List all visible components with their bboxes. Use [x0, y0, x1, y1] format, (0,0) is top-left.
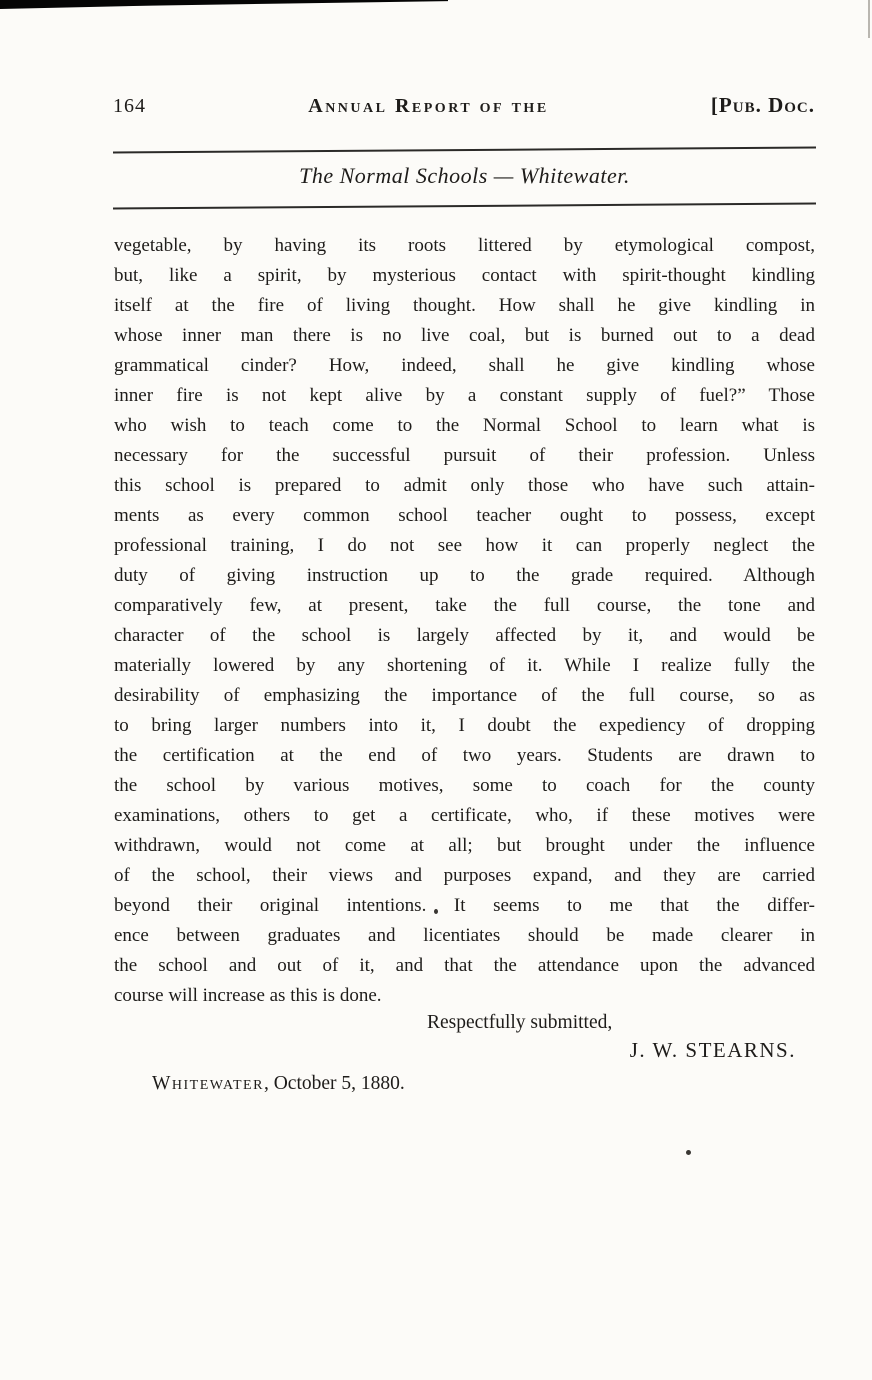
body-line: course will increase as this is done.: [114, 985, 382, 1006]
signature: J. W. STEARNS.: [629, 1038, 796, 1062]
body-line: character of the school is largely affected by it, and would be: [114, 625, 815, 646]
body-line: whose inner man there is no live coal, but is burned out to a dead: [114, 325, 815, 346]
dateline-rest: , October 5, 1880.: [263, 1073, 405, 1094]
body-text: [114, 231, 815, 1011]
body-line: grammatical cinder? How, indeed, shall he give kindling whose: [114, 355, 815, 376]
horizontal-rule-top: [113, 147, 816, 154]
body-line: ments as every common school teacher ought to possess, except: [114, 505, 815, 526]
dateline: [152, 1073, 405, 1095]
scan-artifact-top-left: [0, 0, 448, 9]
body-line: to bring larger numbers into it, I doubt the expediency of dropping: [114, 715, 815, 736]
running-title: Annual Report of the: [308, 95, 549, 117]
body-line: itself at the fire of living thought. How shall he give kindling in: [114, 295, 815, 316]
body-line: necessary for the successful pursuit of their profession. Unless: [114, 445, 815, 466]
body-line: vegetable, by having its roots littered by etymological compost,: [114, 235, 815, 256]
body-line: desirability of emphasizing the importance of the full course, so as: [114, 685, 815, 706]
body-line: the school by various motives, some to coach for the county: [114, 775, 815, 796]
doc-label: [Pub. Doc.: [710, 93, 815, 117]
page-header: [113, 93, 815, 118]
section-title: The Normal Schools — Whitewater.: [299, 163, 630, 188]
body-line: materially lowered by any shortening of it. While I realize fully the: [114, 655, 815, 676]
body-line: professional training, I do not see how it can properly neglect the: [114, 535, 815, 556]
body-line: of the school, their views and purposes expand, and they are carried: [114, 865, 815, 886]
body-line: inner fire is not kept alive by a constant supply of fuel?” Those: [114, 385, 815, 406]
page-number: 164: [113, 95, 146, 117]
body-line: the certification at the end of two years. Students are drawn to: [114, 745, 815, 766]
ink-speck: [686, 1150, 691, 1155]
body-line: duty of giving instruction up to the grade required. Although: [114, 565, 815, 586]
body-line: comparatively few, at present, take the full course, the tone and: [114, 595, 815, 616]
dateline-place: Whitewater: [152, 1073, 264, 1094]
body-line: but, like a spirit, by mysterious contact with spirit-thought kindling: [114, 265, 815, 286]
body-line: ence between graduates and licentiates should be made clearer in: [114, 925, 815, 946]
body-line: examinations, others to get a certificate, who, if these motives were: [114, 805, 815, 826]
body-line: this school is prepared to admit only those who have such attain-: [114, 475, 815, 496]
body-line: the school and out of it, and that the attendance upon the advanced: [114, 955, 815, 976]
body-line: withdrawn, would not come at all; but brought under the influence: [114, 835, 815, 856]
closing-respectfully: Respectfully submitted,: [427, 1012, 613, 1033]
scan-artifact-right-edge: [868, 0, 870, 38]
body-line: who wish to teach come to the Normal School to learn what is: [114, 415, 815, 436]
horizontal-rule-bottom: [113, 203, 816, 210]
body-line: beyond their original intentions. It seems to me that the differ-: [114, 895, 815, 916]
